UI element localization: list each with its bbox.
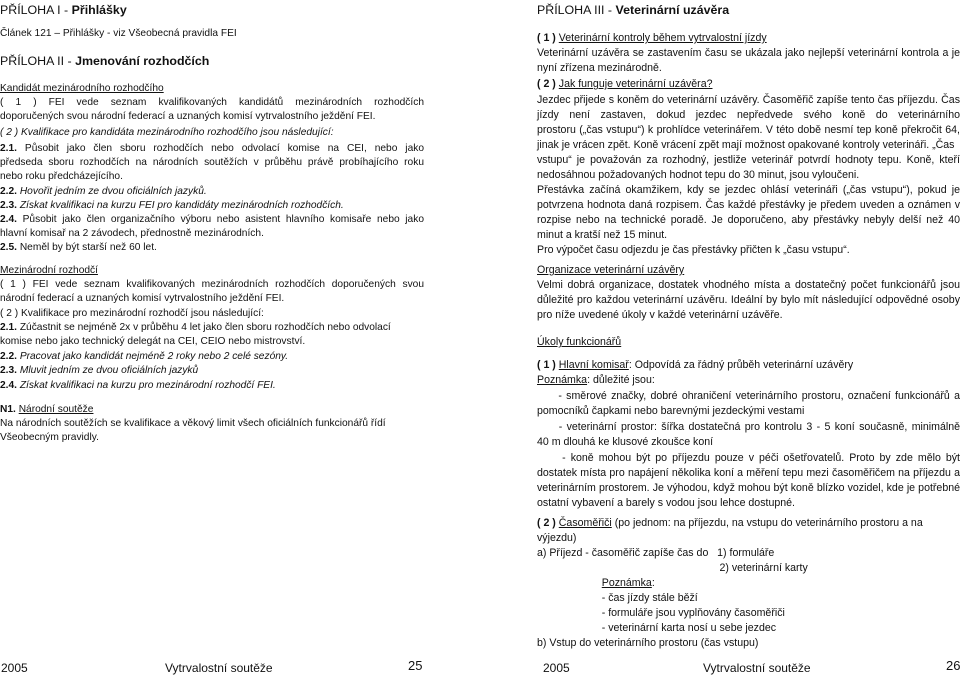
text-line [0, 199, 424, 212]
text-run: ( 1 ) FEI vede seznam kvalifikovaných mezinárodních rozhodčích doporučených svou [0, 279, 424, 290]
text-run: 2.2. [0, 351, 20, 362]
text-run: : důležité jsou: [587, 374, 655, 386]
text-run: Kandidát mezinárodního rozhodčího [0, 83, 164, 94]
text-run: PŘÍLOHA I - [0, 3, 72, 17]
text-line [537, 607, 960, 620]
text-line [537, 390, 960, 403]
text-line [0, 4, 424, 18]
left-footer-title: Vytrvalostní soutěže [165, 661, 273, 675]
text-run: ( 2 ) Kvalifikace pro kandidáta mezinárodního rozhodčího jsou následující: [0, 127, 334, 138]
text-line [537, 94, 960, 107]
text-run: b) Vstup do veterinárního prostoru (čas vstupu) [537, 637, 759, 649]
text-line [537, 139, 960, 152]
text-run: PŘÍLOHA III - [537, 3, 616, 17]
text-line [537, 436, 960, 449]
text-run: Veterinární uzávěra se zastavením času se ukázala jako nejlepší veterinární kontrola a je [537, 47, 960, 59]
text-run: Jezdec přijede s koněm do veterinární uzávěry. Časoměřič zapíše tento čas příjezdu. Čas [537, 94, 960, 106]
text-run: jízdy není zastaven, dokud jezdec nepředvede svého koně do veterinárního [537, 109, 960, 121]
text-line [0, 321, 424, 334]
text-line [0, 213, 424, 226]
text-line [537, 592, 960, 605]
text-run: doporučených svou národní federací a uznaných komisí vytrvalostního ježdění FEI. [0, 111, 376, 122]
text-line [0, 170, 424, 183]
text-run: hlavní komisař na 2 závodech, přednostně mezinárodních. [0, 228, 264, 239]
text-line [0, 110, 424, 123]
text-line [537, 547, 960, 560]
text-line [537, 309, 960, 322]
text-run: Mezinárodní rozhodčí [0, 265, 98, 276]
text-run: Působit jako člen organizačního výboru nebo asistent hlavního komisaře nebo jako [22, 214, 424, 225]
text-line [0, 27, 424, 40]
text-line [0, 126, 424, 139]
text-line [0, 403, 424, 416]
text-line [0, 278, 424, 291]
text-line [537, 169, 960, 182]
text-run: Jak funguje veterinární uzávěra? [558, 78, 713, 90]
text-run: ( 1 ) [537, 32, 559, 44]
left-footer-year: 2005 [1, 661, 28, 675]
text-run: - směrové značky, dobré ohraničení veterinárního prostoru, označení funkcionářů a [537, 390, 960, 402]
text-run: 2.1. [0, 322, 20, 333]
text-line [0, 335, 424, 348]
text-line [537, 577, 960, 590]
text-line [537, 184, 960, 197]
text-line [537, 374, 960, 387]
text-run: vstupu“ je považován za rozhodný, jestliže veterinář potvrdí hodnoty tepu. Koně, kteří [537, 154, 960, 166]
text-line [0, 227, 424, 240]
text-run: dostatek místa pro napájení několika koní a měření tepu mezi časoměřičem na příjezdu a [537, 467, 960, 479]
text-line [537, 562, 960, 575]
text-line [0, 142, 424, 155]
text-line [537, 279, 960, 292]
text-run: 2.4. [0, 214, 23, 225]
text-line [0, 364, 424, 377]
text-run: minut a kratší než 15 minut. [537, 229, 668, 241]
right-footer-year: 2005 [543, 661, 570, 675]
text-run: Velmi dobrá organizace, dostatek vhodného místa a dostatečný počet funkcionářů jsou [537, 279, 960, 291]
text-run: ( 1 ) FEI vede seznam kvalifikovaných kandidátů mezinárodních rozhodčích [0, 97, 424, 108]
text-line [0, 241, 424, 254]
text-line [537, 154, 960, 167]
text-run: potvrzena hodnota daná rozpisem. Čas každé přestávky je předem uveden a oznámen v [537, 199, 960, 211]
text-run: Poznámka [537, 374, 588, 386]
text-run: N1. [0, 404, 19, 415]
text-run: Časoměřiči [558, 517, 612, 529]
text-line [537, 452, 960, 465]
text-line [537, 482, 960, 495]
text-run: Neměl by být starší než 60 let. [19, 242, 157, 253]
text-run: rozpise nebo na technické poradě. Je doporučeno, aby přestávky nebyly delší než 40 [537, 214, 960, 226]
text-run: - formuláře jsou vyplňovány časoměřiči [537, 607, 785, 619]
text-run: Zúčastnit se nejméně 2x v průběhu 4 let jako člen sboru rozhodčích nebo odvolací [19, 322, 391, 333]
text-run: pro níže uvedené úkoly v každé veterinární uzávěře. [537, 309, 783, 321]
text-run: nebo roku předcházejícího. [0, 171, 123, 182]
text-run: Pro výpočet času odjezdu je čas přestávky přičten k „času vstupu“. [537, 244, 850, 256]
text-line [0, 82, 424, 95]
text-run: Mluvit jedním ze dvou oficiálních jazyků [19, 365, 199, 376]
text-run: důležité pro každou veterinární uzávěru. Ideální by bylo mít následující odpovědné osoby [537, 294, 960, 306]
text-run: komise nebo jako technický delegát na CEI, CEIO nebo mistrovství. [0, 336, 306, 347]
text-run: předseda sboru rozhodčích na národních soutěžích v průběhu právě probíhajícího roku [0, 157, 424, 168]
text-line [537, 405, 960, 418]
text-run: Pracovat jako kandidát nejméně 2 roky nebo 2 celé sezóny. [19, 351, 289, 362]
left-page [0, 0, 424, 675]
text-run: ostatní vybavení a barely s vodou jsou lehce dostupné. [537, 497, 795, 509]
text-run: Poznámka [601, 577, 652, 589]
text-run: - koně mohou být po příjezdu pouze v péči ošetřovatelů. Proto by zde mělo být [537, 452, 960, 464]
text-line [537, 359, 960, 372]
text-run: Na národních soutěžích se kvalifikace a věkový limit všech oficiálních funkcionářů řídí [0, 418, 386, 429]
text-line [537, 264, 960, 277]
text-run: ( 1 ) [537, 359, 559, 371]
text-line [0, 307, 424, 320]
text-run: prostoru („čas vstupu“) k prohlídce veterinářem. V této době nesmí tep koně překročit 64, [537, 124, 960, 136]
text-line [0, 156, 424, 169]
text-run: - veterinární prostor: šířka dostatečná pro kontrolu 3 - 5 koní současně, minimálně [537, 421, 960, 433]
text-run: Přihlášky [71, 3, 127, 17]
text-run: a) Příjezd - časoměřič zapíše čas do 1) formuláře [537, 547, 775, 559]
text-run: ( 2 ) Kvalifikace pro mezinárodní rozhodčí jsou následující: [0, 308, 264, 319]
right-page [537, 0, 960, 675]
text-line [537, 214, 960, 227]
text-run: veterinárním prostorem. Je výhodou, když mohou být koně blízko vozidel, kde je potřebné [537, 482, 960, 494]
text-line [537, 62, 960, 75]
left-page-number: 25 [408, 658, 423, 673]
text-run: jinak je vrácen zpět. Koně vrácení zpět mají možnost opakované kontroly veterináři. „Čas [537, 139, 955, 151]
text-line [537, 199, 960, 212]
text-run: Národní soutěže [18, 404, 94, 415]
text-run: Působit jako člen sboru rozhodčích nebo odvolací komise na CEI, nebo jako [24, 143, 424, 154]
text-run: Hovořit jedním ze dvou oficiálních jazyků. [19, 186, 207, 197]
text-run: nyní zřízena mezinárodně. [537, 62, 662, 74]
text-run: ( 2 ) [537, 78, 559, 90]
text-run: PŘÍLOHA II - [0, 54, 76, 68]
text-run: 2) veterinární karty [537, 562, 808, 574]
text-line [0, 96, 424, 109]
text-line [537, 124, 960, 137]
text-run: 40 m dlouhá ke klusové zkoušce koní [537, 436, 714, 448]
text-run: Veterinární kontroly během vytrvalostní jízdy [558, 32, 767, 44]
text-line [537, 622, 960, 635]
text-line [537, 532, 960, 545]
text-line [0, 55, 424, 69]
text-line [0, 185, 424, 198]
text-run: Přestávka začíná okamžikem, kdy se jezdec ohlásí veterináři („čas vstupu“), pokud je [537, 184, 960, 196]
text-line [537, 4, 960, 18]
text-run: 2.5. [0, 242, 20, 253]
text-line [537, 78, 960, 91]
text-line [537, 294, 960, 307]
text-line [537, 336, 960, 349]
text-run [537, 577, 602, 589]
text-run: (po jednom: na příjezdu, na vstupu do veterinárního prostoru a na [611, 517, 923, 529]
text-run: Organizace veterinární uzávěry [537, 264, 685, 276]
text-run: - veterinární karta nosí u sebe jezdec [537, 622, 777, 634]
text-line [537, 244, 960, 257]
text-run: Úkoly funkcionářů [537, 336, 622, 348]
text-run: 2.2. [0, 186, 20, 197]
text-run: ( 2 ) [537, 517, 559, 529]
text-run: pomocníků čapkami nebo barevnými jezdeckými vestami [537, 405, 805, 417]
text-line [537, 421, 960, 434]
text-run: nedosáhnou požadovaných hodnot tepu do 30 minut, jsou vyloučeni. [537, 169, 860, 181]
text-line [537, 637, 960, 650]
text-line [537, 497, 960, 510]
text-line [537, 467, 960, 480]
text-run: Jmenování rozhodčích [75, 54, 210, 68]
right-page-number: 26 [946, 658, 960, 673]
text-run: národní federací a uznaných komisí vytrvalostního ježdění FEI. [0, 293, 285, 304]
text-line [537, 229, 960, 242]
text-line [537, 32, 960, 45]
text-run: - čas jízdy stále běží [537, 592, 698, 604]
text-line [0, 379, 424, 392]
right-footer-title: Vytrvalostní soutěže [703, 661, 811, 675]
text-run: 2.3. [0, 365, 20, 376]
text-run: 2.1. [0, 143, 25, 154]
text-run: Získat kvalifikaci na kurzu pro mezinárodní rozhodčí FEI. [19, 380, 276, 391]
text-line [0, 350, 424, 363]
text-run: Veterinární uzávěra [615, 3, 730, 17]
text-run: Získat kvalifikaci na kurzu FEI pro kandidáty mezinárodních rozhodčích. [19, 200, 344, 211]
text-run: : Odpovídá za řádný průběh veterinární uzávěry [628, 359, 854, 371]
text-run: Všeobecným pravidly. [0, 432, 99, 443]
text-run: výjezdu) [537, 532, 577, 544]
text-run: : [651, 577, 655, 589]
text-run: 2.3. [0, 200, 20, 211]
text-line [0, 431, 424, 444]
text-run: 2.4. [0, 380, 20, 391]
text-line [537, 517, 960, 530]
text-run: Hlavní komisař [558, 359, 629, 371]
text-line [537, 47, 960, 60]
text-line [0, 417, 424, 430]
text-run: Článek 121 – Přihlášky - viz Všeobecná pravidla FEI [0, 28, 237, 39]
text-line [537, 109, 960, 122]
text-line [0, 292, 424, 305]
text-line [0, 264, 424, 277]
